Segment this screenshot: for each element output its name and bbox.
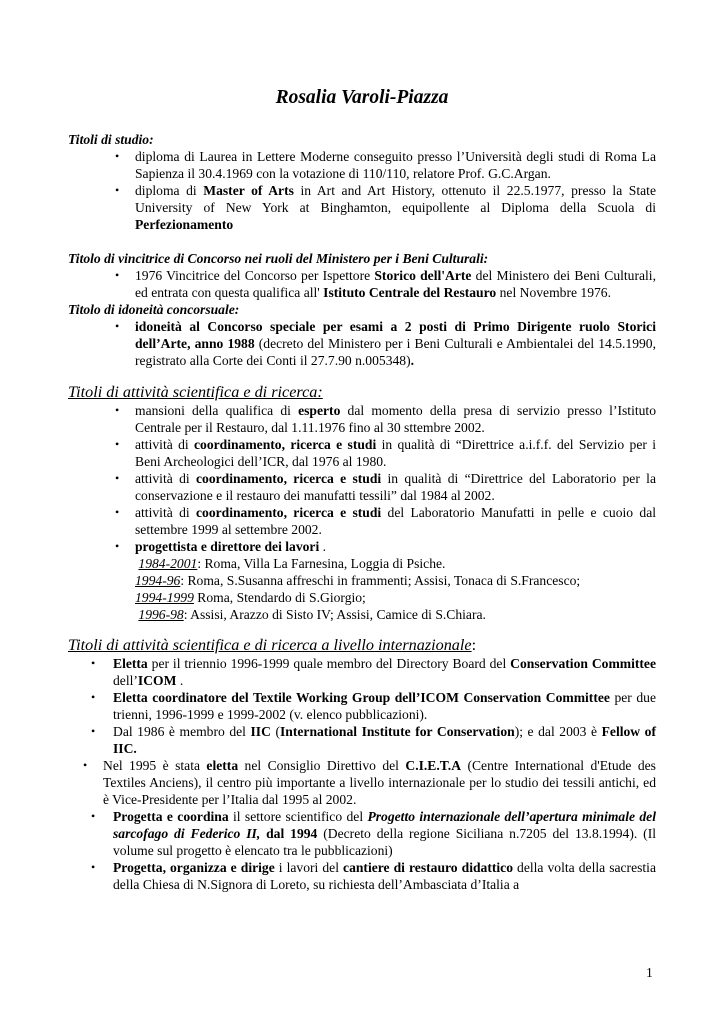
list-item bbox=[115, 402, 656, 436]
item-text: mansioni della qualifica di bbox=[135, 403, 299, 418]
item-text: (Centre International d'Etude des Textiles Anciens), il centro più importante a livello internazionale per lo studio dei tessili antichi, ed è Vice-Presidente per l’Italia dal 1995 al 2002. bbox=[103, 758, 656, 807]
item-bold: Istituto Centrale del Restauro bbox=[323, 285, 497, 300]
item-bold: Master of Arts bbox=[203, 183, 294, 198]
lavori-entry bbox=[135, 555, 656, 572]
list-item bbox=[91, 808, 656, 859]
bullet-icon: • bbox=[115, 268, 120, 282]
list-item bbox=[115, 148, 656, 182]
item-text: in qualità di “Direttrice a.i.f.f. del Servizio per i Beni Archeologici dell’ICR, dal 1976 al 1980. bbox=[135, 437, 657, 469]
bullet-icon: • bbox=[91, 860, 96, 874]
lavori-title: progettista e direttore dei lavori bbox=[135, 539, 320, 554]
item-text: della volta della sacrestia della Chiesa di N.Signora di Loreto, su richiesta dell’Ambasciata d’Italia a bbox=[113, 860, 656, 892]
item-text: dal momento della presa di servizio presso l’Istituto Centrale per il Restauro, dal 1.11.1976 fino al 30 sttembre 2002. bbox=[135, 403, 656, 435]
studio-list bbox=[68, 148, 656, 233]
section-heading-internazionale bbox=[68, 635, 656, 655]
lavori-year: 1984-2001 bbox=[138, 556, 198, 571]
item-bold: cantiere di restauro didattico bbox=[343, 860, 513, 875]
item-text: dell’ bbox=[113, 673, 138, 688]
item-text: attività di bbox=[135, 471, 196, 486]
item-bold: Eletta coordinatore del Textile Working Group dell’ICOM Conservation Committee bbox=[113, 690, 610, 705]
list-item bbox=[91, 859, 656, 893]
bullet-icon: • bbox=[91, 690, 96, 704]
idoneita-list bbox=[68, 318, 656, 369]
list-item bbox=[115, 267, 656, 301]
list-item bbox=[91, 689, 656, 723]
bullet-icon: • bbox=[91, 724, 96, 738]
item-text: nel Novembre 1976. bbox=[496, 285, 611, 300]
item-text: Dal 1986 è membro del bbox=[113, 724, 251, 739]
bullet-icon: • bbox=[91, 809, 96, 823]
item-bold: ICOM bbox=[137, 673, 177, 688]
item-bold: Perfezionamento bbox=[135, 217, 234, 232]
item-text: in Art and Art History, ottenuto il 22.5.1977, presso la State University of New York at Binghamton, equipollente al Diploma della Scuola di bbox=[135, 183, 656, 215]
lavori-year: 1994-1999 bbox=[135, 590, 194, 605]
internazionale-list bbox=[68, 655, 656, 893]
item-text: in qualità di “Direttrice del Laboratorio per la conservazione e il restauro dei manufatti tessili” dal 1984 al 2002. bbox=[135, 471, 656, 503]
item-bold: International Institute for Conservation bbox=[280, 724, 515, 739]
item-bold: C.I.E.T.A bbox=[405, 758, 462, 773]
bullet-icon: • bbox=[115, 505, 120, 519]
item-text: (Decreto della regione Siciliana n.7205 del 13.8.1994). (Il volume sul progetto è elencato tra le pubblicazioni) bbox=[113, 826, 656, 858]
item-text: diploma di Laurea in Lettere Moderne conseguito presso l’Università degli studi di Roma La Sapienza il 30.4.1969 con la votazione di 110/110, relatore Prof. G.C.Argan. bbox=[135, 149, 656, 181]
item-bold: Fellow of IIC. bbox=[113, 724, 656, 756]
list-item bbox=[115, 470, 656, 504]
item-text: (decreto del Ministero per i Beni Culturali e Ambientalei del 14.5.1990, registrato alla Corte dei Conti il 27.7.90 n.005348) bbox=[135, 336, 656, 368]
list-item bbox=[115, 318, 656, 369]
item-bold-italic: Progetto internazionale dell’apertura minimale del sarcofago di Federico II, bbox=[113, 809, 656, 841]
lavori-text: : Roma, Villa La Farnesina, Loggia di Psiche. bbox=[197, 556, 446, 571]
item-bold: eletta bbox=[206, 758, 239, 773]
item-bold: IIC bbox=[250, 724, 271, 739]
section-heading-studio: Titoli di studio: bbox=[68, 132, 154, 147]
item-text: del Laboratorio Manufatti in pelle e cuoio dal settembre 1999 al settembre 2002. bbox=[135, 505, 657, 537]
bullet-icon: • bbox=[91, 656, 96, 670]
item-text: ( bbox=[270, 724, 280, 739]
bullet-icon: • bbox=[83, 758, 88, 772]
item-text: Nel 1995 è stata bbox=[103, 758, 207, 773]
item-bold: coordinamento, ricerca e studi bbox=[194, 437, 377, 452]
section-heading-ricerca: Titoli di attività scientifica e di ricerca: bbox=[68, 383, 323, 401]
lavori-entry bbox=[135, 572, 656, 589]
item-bold: . bbox=[410, 353, 415, 368]
item-bold: dal 1994 bbox=[260, 826, 318, 841]
item-bold: idoneità al Concorso speciale per esami a 2 posti di Primo Dirigente ruolo Storici dell’Arte, anno 1988 bbox=[135, 319, 656, 351]
item-text: attività di bbox=[135, 505, 196, 520]
item-text: 1976 Vincitrice del Concorso per Ispettore bbox=[135, 268, 375, 283]
section-heading-idoneita: Titolo di idoneità concorsuale: bbox=[68, 302, 240, 317]
lavori-text: Roma, Stendardo di S.Giorgio; bbox=[193, 590, 366, 605]
item-text: . bbox=[319, 539, 327, 554]
bullet-icon: • bbox=[115, 471, 120, 485]
bullet-icon: • bbox=[115, 149, 120, 163]
lavori-entry bbox=[135, 589, 656, 606]
list-item bbox=[115, 182, 656, 233]
ricerca-list bbox=[68, 402, 656, 555]
item-bold: coordinamento, ricerca e studi bbox=[195, 505, 382, 520]
bullet-icon: • bbox=[115, 319, 120, 333]
item-bold: Progetta, organizza e dirige bbox=[113, 860, 275, 875]
item-bold: Eletta bbox=[113, 656, 148, 671]
lavori-entry bbox=[135, 606, 656, 623]
lavori-year: 1996-98 bbox=[138, 607, 184, 622]
item-text: . bbox=[176, 673, 184, 688]
item-text: per il triennio 1996-1999 quale membro del Directory Board del bbox=[147, 656, 511, 671]
lavori-text: : Assisi, Arazzo di Sisto IV; Assisi, Camice di S.Chiara. bbox=[183, 607, 486, 622]
lavori-text: : Roma, S.Susanna affreschi in frammenti; Assisi, Tonaca di S.Francesco; bbox=[180, 573, 581, 588]
bullet-icon: • bbox=[115, 437, 120, 451]
list-item-lavori bbox=[115, 538, 656, 555]
item-bold: esperto bbox=[298, 403, 341, 418]
page-number: 1 bbox=[646, 965, 653, 980]
item-text: attività di bbox=[135, 437, 194, 452]
list-item bbox=[91, 655, 656, 689]
item-text: nel Consiglio Direttivo del bbox=[238, 758, 406, 773]
concorso-list bbox=[68, 267, 656, 301]
item-bold: Progetta e coordina bbox=[113, 809, 229, 824]
document-title: Rosalia Varoli-Piazza bbox=[275, 87, 449, 108]
list-item bbox=[115, 436, 657, 470]
item-text: per due trienni, 1996-1999 e 1999-2002 (v. elenco pubblicazioni). bbox=[113, 690, 656, 722]
bullet-icon: • bbox=[115, 403, 120, 417]
bullet-icon: • bbox=[115, 183, 120, 197]
lavori-entries bbox=[135, 555, 656, 623]
item-bold: Storico dell'Arte bbox=[374, 268, 472, 283]
item-text: i lavori del bbox=[274, 860, 344, 875]
item-text: il settore scientifico del bbox=[228, 809, 368, 824]
item-bold: coordinamento, ricerca e studi bbox=[195, 471, 382, 486]
item-text: diploma di bbox=[135, 183, 204, 198]
document-body bbox=[68, 131, 656, 893]
heading-colon: : bbox=[471, 636, 477, 654]
list-item bbox=[83, 757, 656, 808]
list-item bbox=[91, 723, 656, 757]
section-heading-concorso: Titolo di vincitrice di Concorso nei ruoli del Ministero per i Beni Culturali: bbox=[68, 251, 489, 266]
bullet-icon: • bbox=[115, 539, 120, 553]
lavori-year: 1994-96 bbox=[135, 573, 181, 588]
item-text: ); e dal 2003 è bbox=[514, 724, 602, 739]
item-bold: Conservation Committee bbox=[510, 656, 656, 671]
heading-text: Titoli di attività scientifica e di ricerca a livello internazionale bbox=[68, 636, 472, 654]
list-item bbox=[115, 504, 657, 538]
item-text: del Ministero dei Beni Culturali, ed entrata con questa qualifica all' bbox=[135, 268, 656, 300]
